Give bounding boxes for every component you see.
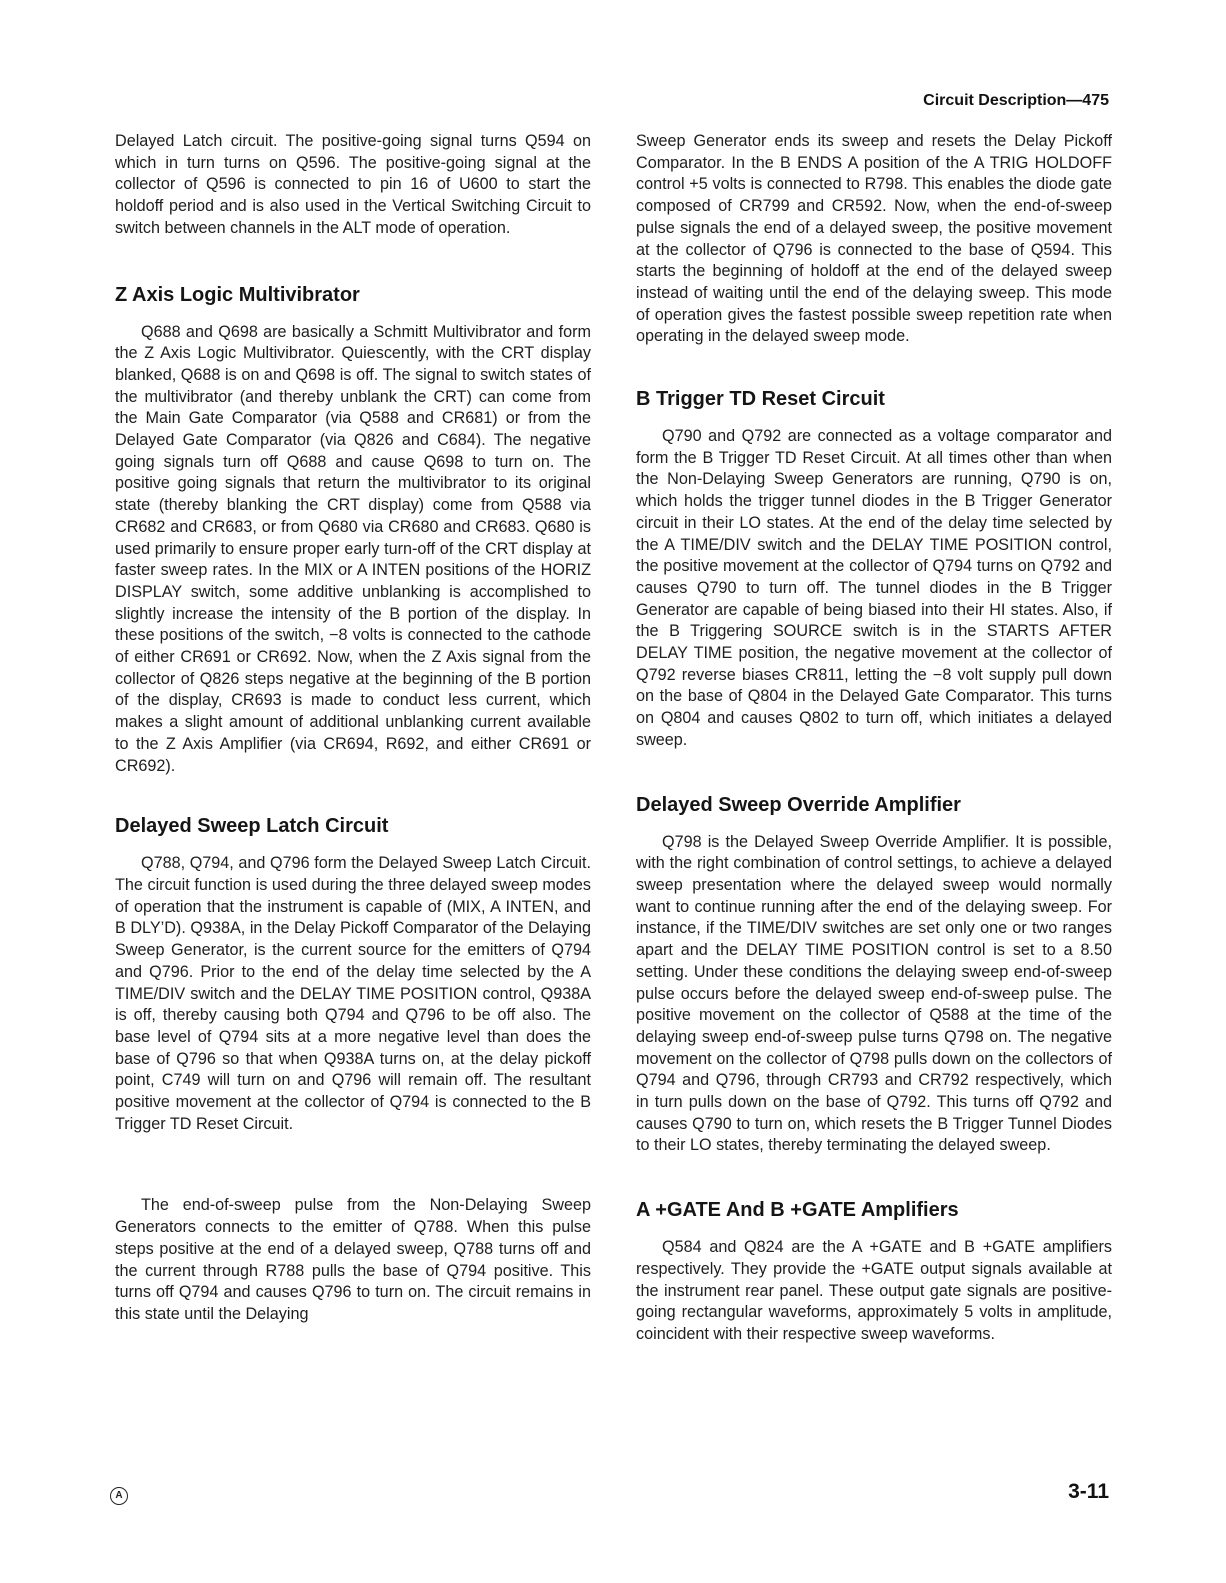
page-number: 3-11: [1068, 1480, 1109, 1503]
z-axis-heading: Z Axis Logic Multivibrator: [115, 283, 360, 306]
intro-paragraph: Delayed Latch circuit. The positive-going signal turns Q594 on which in turn turns on Q596. The positive-going signal at the collector of Q596 is connected to pin 16 of U600 to start the holdoff period and is also used in the Vertical Switching Circuit to switch between channels in the ALT mode of operation.: [115, 132, 591, 237]
end-of-sweep-paragraph: The end-of-sweep pulse from the Non-Delaying Sweep Generators connects to the emitter of Q788. When this pulse steps positive at the end of a delayed sweep, Q788 turns off and the current through R788 pulls the base of Q794 positive. This turns off Q794 and causes Q796 to turn on. The circuit remains in this state until the Delaying: [115, 1196, 591, 1323]
gate-heading: A +GATE And B +GATE Amplifiers: [636, 1199, 959, 1222]
publisher-logo-icon: A: [110, 1487, 128, 1505]
override-paragraph: Q798 is the Delayed Sweep Override Amplifier. It is possible, with the right combination of control settings, to achieve a delayed sweep presentation where the delayed sweep would normally want to continue running after the end of the delaying sweep. For instance, if the TIME/DIV switches are set only one or two ranges apart and the DELAY TIME POSITION control is set to a 8.50 setting. Under these conditions the delaying sweep end-of-sweep pulse occurs before the delayed sweep end-of-sweep pulse. The positive movement on the collector of Q588 at the time of the delaying sweep end-of-sweep pulse turns Q798 on. The negative movement on the collector of Q798 pulls down on the collectors of Q794 and Q796, through CR793 and CR792 respectively, which in turn pulls down on the base of Q792. This turns off Q792 and causes Q790 to turn on, which resets the B Trigger Tunnel Diodes to their LO states, thereby terminating the delayed sweep.: [636, 832, 1112, 1155]
latch-paragraph: Q788, Q794, and Q796 form the Delayed Sweep Latch Circuit. The circuit function is used during the three delayed sweep modes of operation that the instrument is capable of (MIX, A INTEN, and B DLY’D). Q938A, in the Delay Pickoff Comparator of the Delaying Sweep Generator, is the current source for the emitters of Q794 and Q796. Prior to the end of the delay time selected by the A TIME/DIV switch and the DELAY TIME POSITION control, Q938A is off, thereby causing both Q794 and Q796 to be off also. The base level of Q794 sits at a more negative level than does the base of Q796 so that when Q938A turns on, at the delay pickoff point, C749 will turn on and Q796 will remain off. The resultant positive movement at the collector of Q794 is connected to the B Trigger TD Reset Circuit.: [115, 854, 591, 1133]
latch-heading: Delayed Sweep Latch Circuit: [115, 815, 389, 838]
continuation-paragraph: Sweep Generator ends its sweep and resets the Delay Pickoff Comparator. In the B ENDS A position of the A TRIG HOLDOFF control +5 volts is connected to R798. This enables the diode gate composed of CR799 and CR592. Now, when the end-of-sweep pulse signals the end of a delayed sweep, the positive movement at the collector of Q796 is connected to the base of Q594. This starts the beginning of holdoff at the end of the delayed sweep instead of waiting until the end of the delaying sweep. This mode of operation gives the fastest possible sweep repetition rate when operating in the delayed sweep mode.: [636, 132, 1112, 346]
reset-heading: B Trigger TD Reset Circuit: [636, 388, 885, 411]
reset-paragraph: Q790 and Q792 are connected as a voltage comparator and form the B Trigger TD Reset Circuit. At all times other than when the Non-Delaying Sweep Generators are running, Q790 is on, which holds the trigger tunnel diodes in the B Trigger Generator circuit in their LO states. At the end of the delay time selected by the A TIME/DIV switch and the DELAY TIME POSITION control, the positive movement at the collector of Q794 turns on Q792 and causes Q790 to turn off. The tunnel diodes in the B Trigger Generator are capable of being biased into their HI states. Also, if the B Triggering SOURCE switch is in the STARTS AFTER DELAY TIME position, the negative movement at the collector of Q792 reverse biases CR811, letting the −8 volt supply pull down on the base of Q804 in the Delayed Gate Comparator. This turns on Q804 and causes Q802 to turn off, which initiates a delayed sweep.: [636, 427, 1112, 749]
page-header: Circuit Description—475: [923, 92, 1109, 109]
left-column: [115, 131, 591, 1326]
gate-paragraph: Q584 and Q824 are the A +GATE and B +GATE amplifiers respectively. They provide the +GATE output signals available at the instrument rear panel. These output gate signals are positive-going rectangular waveforms, approximately 5 volts in amplitude, coincident with their respective sweep waveforms.: [636, 1238, 1112, 1343]
override-heading: Delayed Sweep Override Amplifier: [636, 793, 961, 816]
right-column: [636, 131, 1112, 1346]
z-axis-paragraph: Q688 and Q698 are basically a Schmitt Multivibrator and form the Z Axis Logic Multivibrator. Quiescently, with the CRT display blanked, Q688 is on and Q698 is off. The signal to switch states of the multivibrator (and thereby unblank the CRT) can come from the Main Gate Comparator (via Q588 and CR681) or from the Delayed Gate Comparator (via Q826 and C684). The negative going signals turn off Q688 and cause Q698 to turn on. The positive going signals that return the multivibrator to its original state (thereby blanking the CRT display) come from Q588 via CR682 and CR683, or from Q680 via CR680 and CR683. Q680 is used primarily to ensure proper early turn-off of the CRT display at faster sweep rates. In the MIX or A INTEN positions of the HORIZ DISPLAY switch, some additive unblanking is accomplished to slightly increase the intensity of the B portion of the display. In these positions of the switch, −8 volts is connected to the cathode of either CR691 or CR692. Now, when the Z Axis signal from the collector of Q826 steps negative at the beginning of the B portion of the display, CR693 is made to conduct less current, which makes a slight amount of additional unblanking current available to the Z Axis Amplifier (via CR694, R692, and either CR691 or CR692).: [115, 322, 591, 775]
